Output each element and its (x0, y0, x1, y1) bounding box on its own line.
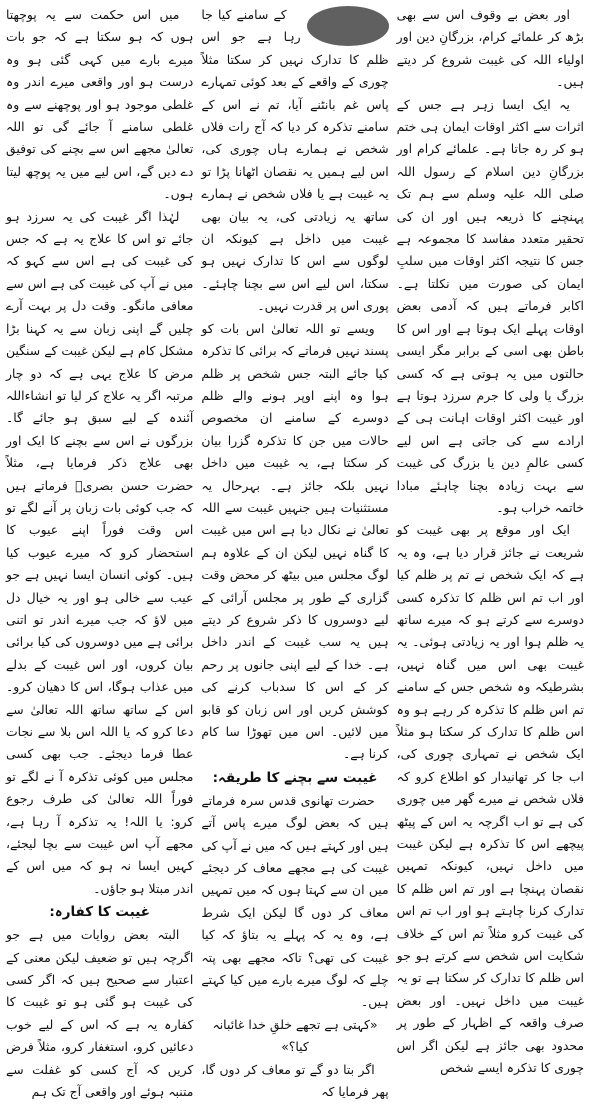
column-middle (201, 4, 389, 1100)
paragraph: لہٰذا اگر غیبت کی یہ سرزد ہو جائے تو اس کا علاج یہ ہے کہ جس کی غیبت کی ہے اس سے کہو کہ میں نے آپ کی غیبت کی ہے اس سے معافی مانگو۔ وقت دل پر بہت آرے چلیں گے اپنی زبان سے یہ کہنا بڑا مشکل کام ہے لیکن غیبت کے سنگین مرض کا علاج یہی ہے کہ دو چار مرتبہ اگر یہ علاج کر لیا تو انشاءاللہ آئندہ کے لیے سبق ہو جائے گا۔ بزرگوں نے اس سے بچنے کا ایک اور بھی علاج ذکر فرمایا ہے، مثلاً حضرت حسن بصریؒ فرماتے ہیں کہ جب کوئی بات زبان پر آنے لگے تو اس وقت فوراً اپنے عیوب کا استحضار کرو کہ میرے عیوب کیا ہیں۔ کوئی انسان ایسا نہیں ہے جو عیب سے خالی ہو اور یہ خیال دل میں لاؤ کہ جب میرے اندر تو اتنی برائی ہے میں دوسروں کی کیا برائی بیان کروں، اور اس غیبت کے بدلے میں عذاب ہوگا، اس کا دھیان کرو۔ اس کے ساتھ ساتھ اللہ تعالیٰ سے دعا کرو کہ یا اللہ اس بلا سے نجات عطا فرما دیجئے۔ جب بھی کسی مجلس میں کوئی تذکرہ آ نے لگے تو فوراً اللہ تعالیٰ کی طرف رجوع کرو: یا اللہ! یہ تذکرہ آ رہا ہے، مجھے آپ اس غیبت سے بچا لیجئے، کہیں ایسا نہ ہو کہ میں اس کے اندر مبتلا ہو جاؤں۔ (6, 208, 194, 896)
ink-blot-mark (307, 6, 389, 46)
paragraph: ایک اور موقع پر بھی غیبت کو شریعت نے جائز قرار دیا ہے، وہ یہ ہے کہ ایک شخص نے تم پر ظلم کیا اور اب تم اس ظلم کا تذکرہ کسی دوسرے سے کرتے ہو کہ میرے ساتھ یہ ظلم ہوا اور یہ زیادتی ہوئی۔ یہ غیبت بھی اس میں گناہ نہیں، بشرطیکہ وہ شخص جس کے سامنے تم اس ظلم کا تذکرہ کر رہے ہو وہ اس ظلم کا تدارک کر سکتا ہو مثلاً ایک شخص نے تمہاری چوری کی، اب جا کر تھانیدار کو اطلاع کرو کہ فلاں شخص نے میرے گھر میں چوری کی ہے تو اب اگرچہ یہ اس کے پیٹھ پیچھے اس کا تذکرہ ہے لیکن غیبت میں داخل نہیں، کیونکہ تمہیں نقصان پہنچا ہے اور تم اس ظلم کا تدارک کرنا چاہتے ہو اور اب تم اس کی غیبت کرو مثلاً تم اس کے خلاف شکایت اس شخص سے کرتے ہو جو اس ظلم کا تدارک کر سکتا ہے تو یہ غیبت میں داخل نہیں۔ اور بعض صرف واقعہ کے اظہار کے طور پر محدود بھی جائز ہے لیکن اگر اس چوری کا تذکرہ ایسے شخص (396, 522, 584, 1076)
paragraph: میں اس حکمت سے یہ پوچھتا ہوں کہ ہو سکتا ہے کہ جو بات میرے بارے میں کہی گئی ہو وہ درست ہو اور واقعی میرے اندر وہ غلطی موجود ہو اور پوچھنے سے وہ غلطی سامنے آ جائے گی تو اللہ تعالیٰ مجھے اس سے بچنے کی توفیق دے دیں گے، اس لیے میں یہ پوچھ لیتا ہوں۔ (6, 7, 194, 202)
column-left (6, 4, 194, 1100)
paragraph: اگر بتا دو گے تو معاف کر دوں گا، پھر فرمایا کہ (201, 1061, 389, 1100)
paragraph: ویسے تو اللہ تعالیٰ اس بات کو پسند نہیں فرماتے کہ برائی کا تذکرہ کیا جائے البتہ جس شخص پر ظلم ہوا وہ اپنے اوپر ہونے والے ظلم دوسرے کے سامنے ان مخصوص حالات میں جن کا تذکرہ گزرا بیان کر سکتا ہے، یہ غیبت میں داخل نہیں بلکہ جائز ہے۔ بہرحال یہ مستثنیات ہیں جنہیں غیبت سے اللہ تعالیٰ نے نکال دیا ہے اس میں غیبت کا گناہ نہیں لیکن ان کے علاوہ ہم لوگ مجلس میں بیٹھ کر محض وقت گزاری کے طور پر مجلس آرائی کے لیے دوسروں کا ذکر شروع کر دیتے ہیں یہ سب غیبت کے اندر داخل ہے۔ خدا کے لیے اپنی جانوں پر رحم کر کے اس کا سدباب کرنے کی کوشش کریں اور اس زبان کو قابو میں لائیں۔ اس میں تھوڑا سا کام کرنا ہے۔ (201, 320, 389, 762)
paragraph: البتہ بعض روایات میں ہے جو اگرچہ ہیں تو ضعیف لیکن معنی کے اعتبار سے صحیح ہیں کہ اگر کسی کی غیبت ہو گئی ہو تو غیبت کا کفارہ یہ ہے کہ اس کے لیے خوب دعائیں کرو، استغفار کرو، مثلاً فرض کریں کہ آج کسی کو غفلت سے متنبہ ہوئے اور واقعی آج تک ہم (6, 927, 194, 1100)
paragraph: یہ ایک ایسا زہر ہے جس کے اثرات سے اکثر اوقات ایمان ہی ختم ہو کر رہ جاتا ہے۔ علمائے کرام اور بزرگانِ دین اسلام کے رسول اللہ صلی اللہ علیہ وسلم سے ہم تک پہنچنے کا ذریعہ ہیں اور ان کی تحقیر متعدد مفاسد کا مجموعہ ہے جس کا نتیجہ اکثر اوقات میں سلبِ ایمان کی صورت میں نکلتا ہے۔ اکابر فرماتے ہیں کہ آدمی بعض اوقات پہلے ایک ہوتا ہے اور اس کا باطن بھی اسی کے برابر مگر ایسی حالتوں میں یہ ہوتی ہے کہ کسی بزرگ یا ولی کا جرم سرزد ہوتا ہے اور غیبت اکثر اوقات اہانت ہی کے ارادے سے کی جاتی ہے اس لیے کسی عالمِ دین یا بزرگ کی غیبت سے بہت زیادہ بچنا چاہئے مبادا خاتمہ خراب ہو۔ (396, 96, 584, 515)
section-heading: غیبت سے بچنے کا طریقہ: (212, 769, 378, 786)
paragraph: کے سامنے کیا جا رہا ہے جو اس ظلم کا تدارک نہیں کر سکتا مثلاً چوری کے واقعے کے بعد کوئی تمہارے پاس غم بانٹنے آیا، تم نے اس کے سامنے تذکرہ کر دیا کہ آج رات فلاں شخص نے ہمارے ہاں چوری کی، اس لیے ہمیں یہ نقصان اٹھانا پڑا تو یہ غیبت ہے یا فلاں شخص نے ہمارے ساتھ یہ زیادتی کی، یہ بیان بھی غیبت میں داخل ہے کیونکہ ان لوگوں سے اس کا تدارک نہیں ہو سکتا، اس لیے اس سے بچنا چاہئے۔ پوری اس پر قدرت نہیں۔ (201, 7, 389, 314)
paragraph: اور بعض بے وقوف اس سے بھی بڑھ کر علمائے کرام، بزرگانِ دین اور اولیاء اللہ کی غیبت شروع کر دیتے ہیں۔ (396, 7, 584, 90)
column-right (396, 4, 584, 1076)
verse-quote: «کہتی ہے تجھے خلقِ خدا غائبانہ کیا؟» (212, 1016, 378, 1055)
section-heading: غیبت کا کفارہ: (49, 904, 150, 921)
paragraph: حضرت تھانوی قدس سرہ فرماتے ہیں کہ بعض لوگ میرے پاس آتے ہیں اور کہتے ہیں کہ میں نے آپ کی غیبت کی ہے مجھے معاف کر دیجئے میں ان سے کہتا ہوں کہ میں تمہیں معاف کر دوں گا لیکن ایک شرط ہے، وہ یہ کہ پہلے یہ بتاؤ کہ کیا غیبت کی تھی؟ تاکہ مجھے بھی پتہ چلے کہ لوگ میرے بارے میں کیا کہتے ہیں۔ (201, 792, 389, 1010)
